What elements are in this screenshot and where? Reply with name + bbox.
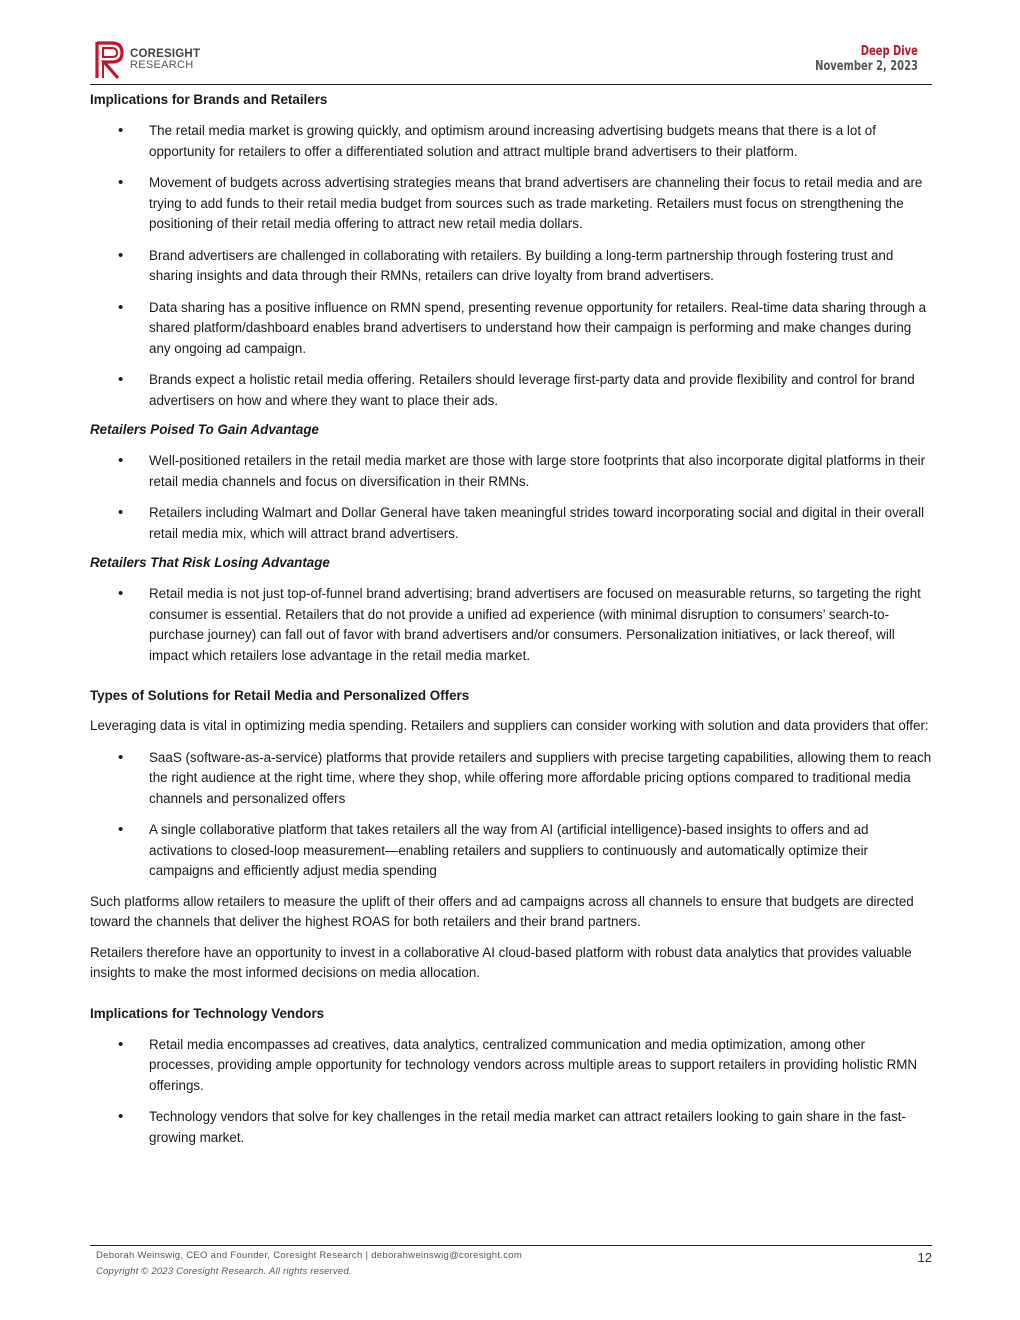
page-header [90, 38, 932, 85]
bullet-item: • Retail media encompasses ad creatives, data analytics, centralized communication and media optimization, among other processes, providing ample opportunity for technology vendors across multiple areas to support retailers in providing holistic RMN offerings. [90, 1035, 932, 1097]
bullet-item: • Data sharing has a positive influence on RMN spend, presenting revenue opportunity for retailers. Real-time data sharing through a shared platform/dashboard enables brand advertisers to understand how their campaign is performing and make changes during any ongoing ad campaign. [90, 298, 932, 360]
doc-date: November 2, 2023 [815, 59, 918, 74]
page-footer [90, 1245, 932, 1286]
bullet-item: • Movement of budgets across advertising strategies means that brand advertisers are channeling their focus to retail media and are trying to add funds to their retail media budget from sources such as trade marketing. Retailers must focus on strengthening the positioning of their retail media offering to attract new retail media dollars. [90, 173, 932, 235]
bullet-item: • Well-positioned retailers in the retail media market are those with large store footprints that also incorporate digital platforms in their retail media channels and focus on diversification in their RMNs. [90, 451, 932, 492]
section-heading-losing-advantage: Retailers That Risk Losing Advantage [90, 555, 330, 570]
doc-type-label: Deep Dive [860, 44, 918, 59]
section-heading-gain-advantage: Retailers Poised To Gain Advantage [90, 422, 319, 437]
logo-line-2: RESEARCH [130, 59, 194, 71]
page-content [90, 90, 932, 1148]
footer-copyright: Copyright © 2023 Coresight Research. All rights reserved. [96, 1266, 352, 1277]
section-heading-solution-types: Types of Solutions for Retail Media and Personalized Offers [90, 688, 470, 703]
bullet-list-brands-retailers [90, 121, 932, 411]
bullet-item: • Retail media is not just top-of-funnel brand advertising; brand advertisers are focused on measurable returns, so targeting the right consumer is essential. Retailers that do not provide a unified ad experience (with minimal disruption to consumers’ search-to-purchase journey) can fall out of favor with brand advertisers and/or consumers. Personalization initiatives, or lack thereof, will impact which retailers lose advantage in the retail media market. [90, 584, 932, 666]
bullet-item: • Brand advertisers are challenged in collaborating with retailers. By building a long-term partnership through fostering trust and sharing insights and data through their RMNs, retailers can drive loyalty from brand advertisers. [90, 246, 932, 287]
header-meta [797, 44, 918, 74]
bullet-list-losing-advantage [90, 584, 932, 666]
solutions-paragraph-2: Retailers therefore have an opportunity to invest in a collaborative AI cloud-based platform with robust data analytics that provides valuable insights to make the most informed decisions on media allocation. [90, 944, 912, 980]
bullet-list-technology-vendors [90, 1035, 932, 1149]
section-heading-brands-retailers: Implications for Brands and Retailers [90, 92, 328, 107]
solutions-intro-paragraph: Leveraging data is vital in optimizing media spending. Retailers and suppliers can consider working with solution and data providers that offer: [90, 718, 929, 733]
page-number: 12 [917, 1250, 932, 1265]
bullet-list-gain-advantage [90, 451, 932, 544]
logo-wordmark [130, 49, 200, 71]
solutions-paragraph-1: Such platforms allow retailers to measure the uplift of their offers and ad campaigns across all channels to ensure that budgets are directed toward the channels that deliver the highest ROAS for both retailers and their brand partners. [90, 893, 914, 929]
bullet-item: • Brands expect a holistic retail media offering. Retailers should leverage first-party data and provide flexibility and control for brand advertisers on how and where they want to place their ads. [90, 370, 932, 411]
logo-line-1: CORESIGHT [130, 48, 201, 60]
footer-author-line: Deborah Weinswig, CEO and Founder, Coresight Research | deborahweinswig@coresight.com [96, 1250, 523, 1261]
bullet-item: • Retailers including Walmart and Dollar General have taken meaningful strides toward incorporating social and digital in their overall retail media mix, which will attract brand advertisers. [90, 503, 932, 544]
bullet-item: • SaaS (software-as-a-service) platforms that provide retailers and suppliers with precise targeting capabilities, allowing them to reach the right audience at the right time, where they shop, while offering more affordable pricing options compared to traditional media channels and personalized offers [90, 748, 932, 810]
bullet-item: • A single collaborative platform that takes retailers all the way from AI (artificial intelligence)-based insights to offers and ad activations to closed-loop measurement—enabling retailers and suppliers to continuously and automatically optimize their campaigns and efficiently adjust media spending [90, 820, 932, 882]
coresight-logo [94, 40, 214, 80]
bullet-item: • Technology vendors that solve for key challenges in the retail media market can attract retailers looking to gain share in the fast-growing market. [90, 1107, 932, 1148]
bullet-list-solution-types [90, 748, 932, 882]
bullet-item: • The retail media market is growing quickly, and optimism around increasing advertising budgets means that there is a lot of opportunity for retailers to offer a differentiated solution and attract multiple brand advertisers to their platform. [90, 121, 932, 162]
section-heading-technology-vendors: Implications for Technology Vendors [90, 1005, 325, 1021]
coresight-logo-mark-icon [94, 40, 128, 80]
